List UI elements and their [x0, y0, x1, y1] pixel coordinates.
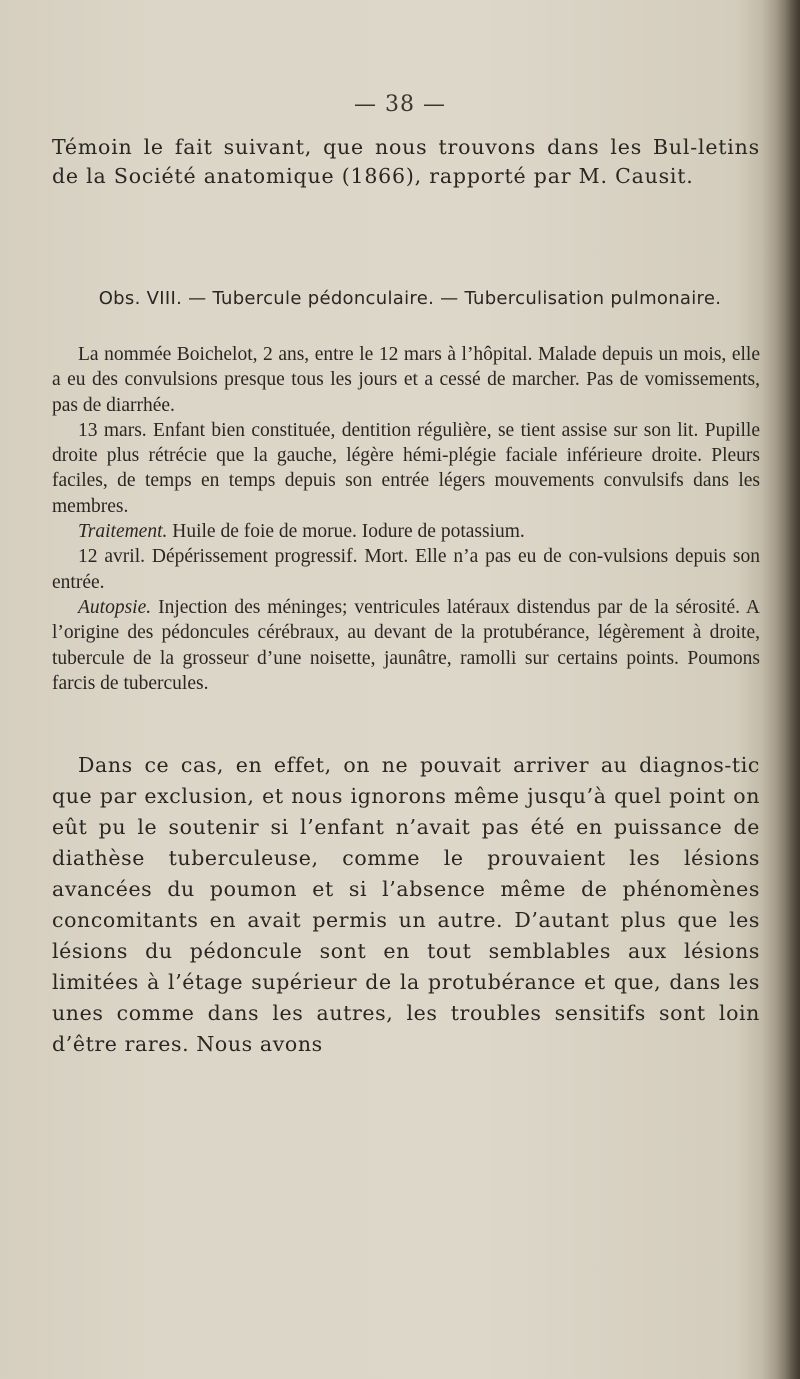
observation-heading: Obs. VIII. — Tubercule pédonculaire. — Tuberculisation pulmonaire.	[98, 288, 722, 309]
autopsy-label: Autopsie.	[78, 596, 152, 618]
intro-paragraph: Témoin le fait suivant, que nous trouvons dans les Bul-letins de la Société anatomique (1866), rapporté par M. Causit.	[52, 135, 760, 188]
treatment-paragraph	[52, 519, 760, 544]
autopsy-paragraph	[52, 595, 760, 696]
body-paragraph: Dans ce cas, en effet, on ne pouvait arriver au diagnos-tic que par exclusion, et nous ignorons même jusqu’à quel point on eût pu le soutenir si l’enfant n’avait pas été en puissance de diathèse tuberculeuse, comme le prouvaient les lésions avancées du poumon et si l’absence même de phénomènes concomitants en avait permis un autre. D’autant plus que les lésions du pédoncule sont en tout semblables aux lésions limitées à l’étage supérieur de la protubérance et que, dans les unes comme dans les autres, les troubles sensitifs sont loin d’être rares. Nous avons	[52, 753, 760, 1056]
treatment-text: Huile de foie de morue. Iodure de potassium.	[167, 521, 525, 543]
observation-paragraph: La nommée Boichelot, 2 ans, entre le 12 mars à l’hôpital. Malade depuis un mois, elle a eu des convulsions presque tous les jours et a cessé de marcher. Pas de vomissements, pas de diarrhée.	[52, 344, 760, 416]
treatment-label: Traitement.	[78, 521, 168, 543]
observation-text	[52, 342, 760, 696]
binding-shadow	[762, 0, 800, 1379]
april-paragraph: 12 avril. Dépérissement progressif. Mort. Elle n’a pas eu de con-vulsions depuis son entrée.	[52, 546, 760, 593]
page-number: — 38 —	[354, 92, 446, 117]
autopsy-text: Injection des méninges; ventricules latéraux distendus par de la sérosité. A l’origine des pédoncules cérébraux, au devant de la protubérance, légèrement à droite, tubercule de la grosseur d’une noisette, jaunâtre, ramolli sur certains points. Poumons farcis de tubercules.	[52, 596, 760, 694]
observation-paragraph: 13 mars. Enfant bien constituée, dentition régulière, se tient assise sur son lit. Pupille droite plus rétrécie que la gauche, légère hémi-plégie faciale inférieure droite. Pleurs faciles, de temps en temps depuis son entrée légers mouvements convulsifs dans les membres.	[52, 419, 760, 517]
